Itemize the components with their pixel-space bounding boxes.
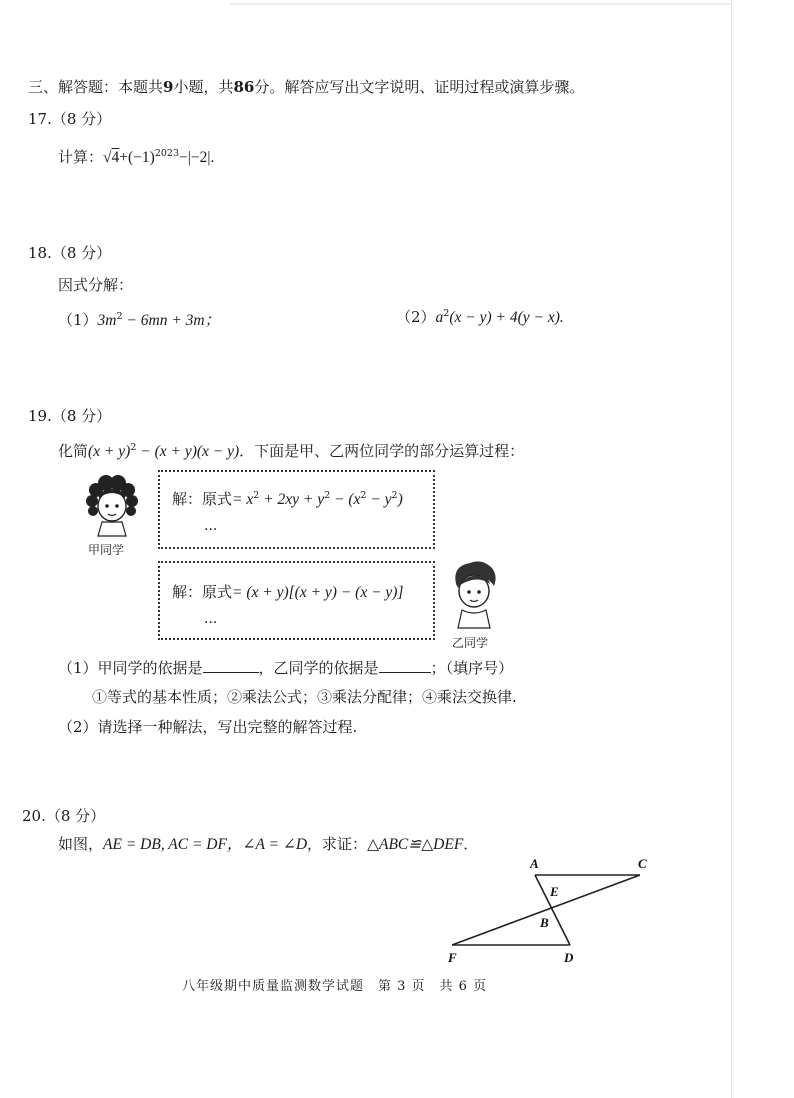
solution-box-a-exp-1: 2 [253,490,260,501]
question-19-part-1-text-b: ，乙同学的依据是 [258,659,379,677]
solution-box-a-expr-c: − (x [330,491,361,508]
question-19-exponent: 2 [130,442,137,453]
question-18-part-2-expr-a: a [435,309,444,326]
question-18-prompt: 因式分解： [58,276,134,294]
page-footer: 八年级期中质量监测数学试题 第 3 页 共 6 页 [182,979,488,994]
point-c-label: C [638,856,647,871]
answer-blank-a[interactable] [203,660,259,673]
solution-box-b-label: 解：原式 [172,583,233,601]
point-e-label: E [550,884,559,899]
student-a-label: 甲同学 [88,543,125,557]
question-19-options: ①等式的基本性质；②乘法公式；③乘法分配律；④乘法交换律. [92,688,517,706]
question-19-part-2: （2）请选择一种解法，写出完整的解答过程. [58,718,358,736]
point-f-label: F [448,950,457,965]
question-18-part-1-label: （1） [58,311,98,329]
question-18-part-1-expr-a: 3m [97,312,117,329]
question-19-expr-b: − (x + y)(x − y) [136,443,240,460]
segment-cf [452,875,640,945]
point-d-label: D [564,950,574,965]
solution-box-a [158,470,435,549]
section-heading-count: 9 [163,78,174,96]
solution-box-b-expr: = (x + y)[(x + y) − (x − y)] [232,584,404,601]
question-18-part-2 [396,306,564,327]
question-20-prompt-b: ，求证： [307,835,368,853]
solution-box-a-expr-a: = x [232,491,254,508]
student-a-illustration [82,474,142,538]
question-18-part-1-exponent: 2 [116,311,123,322]
section-heading-points: 86 [233,78,255,96]
section-heading-mid: 小题，共 [173,78,234,96]
sqrt-radicand: 4 [111,149,120,166]
question-19-prompt [58,440,524,461]
question-20-number: 20.（8 分） [22,807,106,825]
question-19-part-1 [58,657,513,678]
student-b-label: 乙同学 [452,636,489,650]
point-a-label: A [530,856,539,871]
question-18-part-2-expr-b: (x − y) + 4(y − x). [449,309,564,326]
solution-box-b-line [172,581,404,602]
solution-box-a-expr-e: ) [397,491,403,508]
solution-box-b-ellipsis: ... [204,611,218,627]
section-heading [28,76,584,97]
question-19-prompt-suffix: ．下面是甲、乙两位同学的部分运算过程： [239,442,525,460]
solution-box-a-line [172,488,403,509]
solution-box-a-ellipsis: ... [204,518,218,534]
question-18-part-2-exponent: 2 [443,308,450,319]
section-heading-prefix: 三、解答题：本题共 [28,78,164,96]
question-17-prompt-label: 计算： [58,148,104,166]
question-17-prompt [58,146,214,167]
question-20-prompt-end: ． [463,835,479,853]
question-18-part-2-label: （2） [396,308,436,326]
question-17-expr-tail: −|−2|. [179,149,215,166]
question-20-prompt-a: 如图， [58,835,104,853]
scan-top-edge [230,3,730,5]
student-b-illustration [446,558,502,630]
question-20-prompt [58,832,478,854]
solution-box-a-expr-d: − y [366,491,392,508]
section-heading-suffix: 分。解答应写出文字说明、证明过程或演算步骤。 [254,78,585,96]
answer-blank-b[interactable] [379,660,431,673]
point-b-label: B [540,915,549,930]
solution-box-a-exp-3: 2 [360,490,367,501]
solution-box-a-exp-2: 2 [324,490,331,501]
solution-box-b [158,561,435,640]
question-19-number: 19.（8 分） [28,407,112,425]
question-18-part-1 [58,308,220,330]
question-19-part-1-text-c: ；（填序号） [430,659,514,677]
question-20-expr: AE = DB, AC = DF，∠A = ∠D [103,836,308,853]
solution-box-a-label: 解：原式 [172,490,233,508]
question-17-expr-rest: +(−1) [119,149,155,166]
question-19-part-1-text-a: （1）甲同学的依据是 [58,659,203,677]
sqrt-symbol: √ [103,149,112,166]
solution-box-a-exp-4: 2 [391,490,398,501]
scan-right-edge [731,0,732,1098]
question-19-prompt-prefix: 化简 [58,442,89,460]
solution-box-a-expr-b: + 2xy + y [259,491,325,508]
question-18-part-1-expr-b: − 6mn + 3m； [122,312,221,329]
question-19-expr-a: (x + y) [88,443,131,460]
question-17-exponent: 2023 [154,148,180,159]
question-17-number: 17.（8 分） [28,110,112,128]
question-20-goal: △ABC≌△DEF [367,836,464,853]
question-18-number: 18.（8 分） [28,244,112,262]
geometry-figure [440,850,660,970]
